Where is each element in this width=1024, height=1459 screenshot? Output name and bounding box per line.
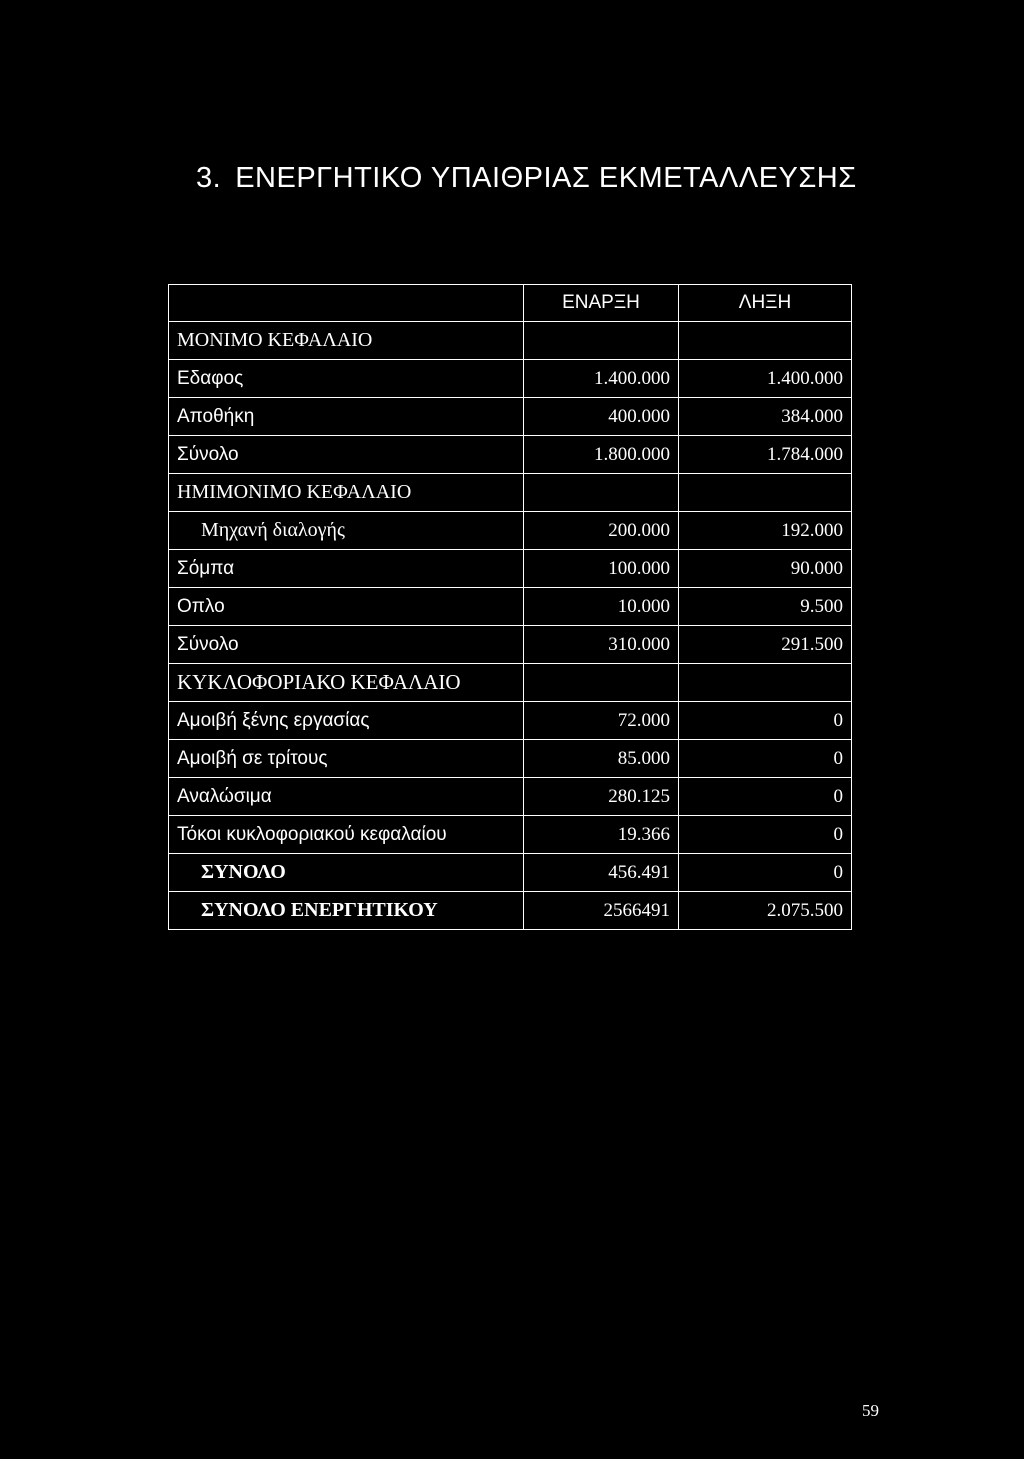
row-start: 200.000 — [524, 512, 679, 550]
row-end: 384.000 — [679, 398, 852, 436]
row-label: ΗΜΙΜΟΝΙΜΟ ΚΕΦΑΛΑΙΟ — [169, 474, 524, 512]
row-label: Αποθήκη — [169, 398, 524, 436]
row-label: ΣΥΝΟΛΟ ΕΝΕΡΓΗΤΙΚΟΥ — [169, 892, 524, 930]
table-row — [169, 778, 852, 816]
row-label: Αμοιβή σε τρίτους — [169, 740, 524, 778]
row-end: 192.000 — [679, 512, 852, 550]
row-end: 1.784.000 — [679, 436, 852, 474]
row-start: 1.400.000 — [524, 360, 679, 398]
row-label: Σόμπα — [169, 550, 524, 588]
section-number: 3. — [196, 162, 222, 194]
row-start: 310.000 — [524, 626, 679, 664]
header-start: ΕΝΑΡΞΗ — [524, 285, 679, 322]
row-end: 1.400.000 — [679, 360, 852, 398]
row-end — [679, 474, 852, 512]
table-row — [169, 360, 852, 398]
row-label: Εδαφος — [169, 360, 524, 398]
row-label: Αναλώσιμα — [169, 778, 524, 816]
table-row — [169, 550, 852, 588]
table-row — [169, 588, 852, 626]
table-row — [169, 816, 852, 854]
row-label: ΚΥΚΛΟΦΟΡΙΑΚΟ ΚΕΦΑΛΑΙΟ — [169, 664, 524, 702]
header-end: ΛΗΞΗ — [679, 285, 852, 322]
table-row — [169, 512, 852, 550]
row-label: Τόκοι κυκλοφοριακού κεφαλαίου — [169, 816, 524, 854]
table-row — [169, 398, 852, 436]
page-title — [196, 162, 857, 195]
table-row — [169, 474, 852, 512]
row-end: 9.500 — [679, 588, 852, 626]
row-start: 72.000 — [524, 702, 679, 740]
row-start: 100.000 — [524, 550, 679, 588]
header-empty-cell — [169, 285, 524, 322]
row-label: Μηχανή διαλογής — [169, 512, 524, 550]
table-row — [169, 854, 852, 892]
row-start: 19.366 — [524, 816, 679, 854]
row-end: 0 — [679, 740, 852, 778]
row-end — [679, 322, 852, 360]
row-end — [679, 664, 852, 702]
row-label: Αμοιβή ξένης εργασίας — [169, 702, 524, 740]
table-row — [169, 702, 852, 740]
row-start: 10.000 — [524, 588, 679, 626]
row-end: 0 — [679, 778, 852, 816]
table-row — [169, 892, 852, 930]
row-start: 456.491 — [524, 854, 679, 892]
table-row — [169, 626, 852, 664]
row-end: 0 — [679, 702, 852, 740]
row-label: ΣΥΝΟΛΟ — [169, 854, 524, 892]
table-row — [169, 322, 852, 360]
row-start — [524, 474, 679, 512]
table-row — [169, 436, 852, 474]
assets-table — [168, 284, 852, 930]
table-row — [169, 740, 852, 778]
row-start — [524, 322, 679, 360]
row-label: Σύνολο — [169, 626, 524, 664]
section-title: ΕΝΕΡΓΗΤΙΚΟ ΥΠΑΙΘΡΙΑΣ ΕΚΜΕΤΑΛΛΕΥΣΗΣ — [235, 162, 857, 194]
row-start: 400.000 — [524, 398, 679, 436]
row-end: 2.075.500 — [679, 892, 852, 930]
row-start: 2566491 — [524, 892, 679, 930]
table-header-row — [169, 285, 852, 322]
table-row — [169, 664, 852, 702]
row-label: Οπλο — [169, 588, 524, 626]
row-start — [524, 664, 679, 702]
row-start: 85.000 — [524, 740, 679, 778]
row-start: 280.125 — [524, 778, 679, 816]
row-end: 90.000 — [679, 550, 852, 588]
row-end: 291.500 — [679, 626, 852, 664]
page-number: 59 — [862, 1401, 879, 1420]
row-start: 1.800.000 — [524, 436, 679, 474]
row-end: 0 — [679, 816, 852, 854]
row-label: Σύνολο — [169, 436, 524, 474]
row-end: 0 — [679, 854, 852, 892]
row-label: ΜΟΝΙΜΟ ΚΕΦΑΛΑΙΟ — [169, 322, 524, 360]
